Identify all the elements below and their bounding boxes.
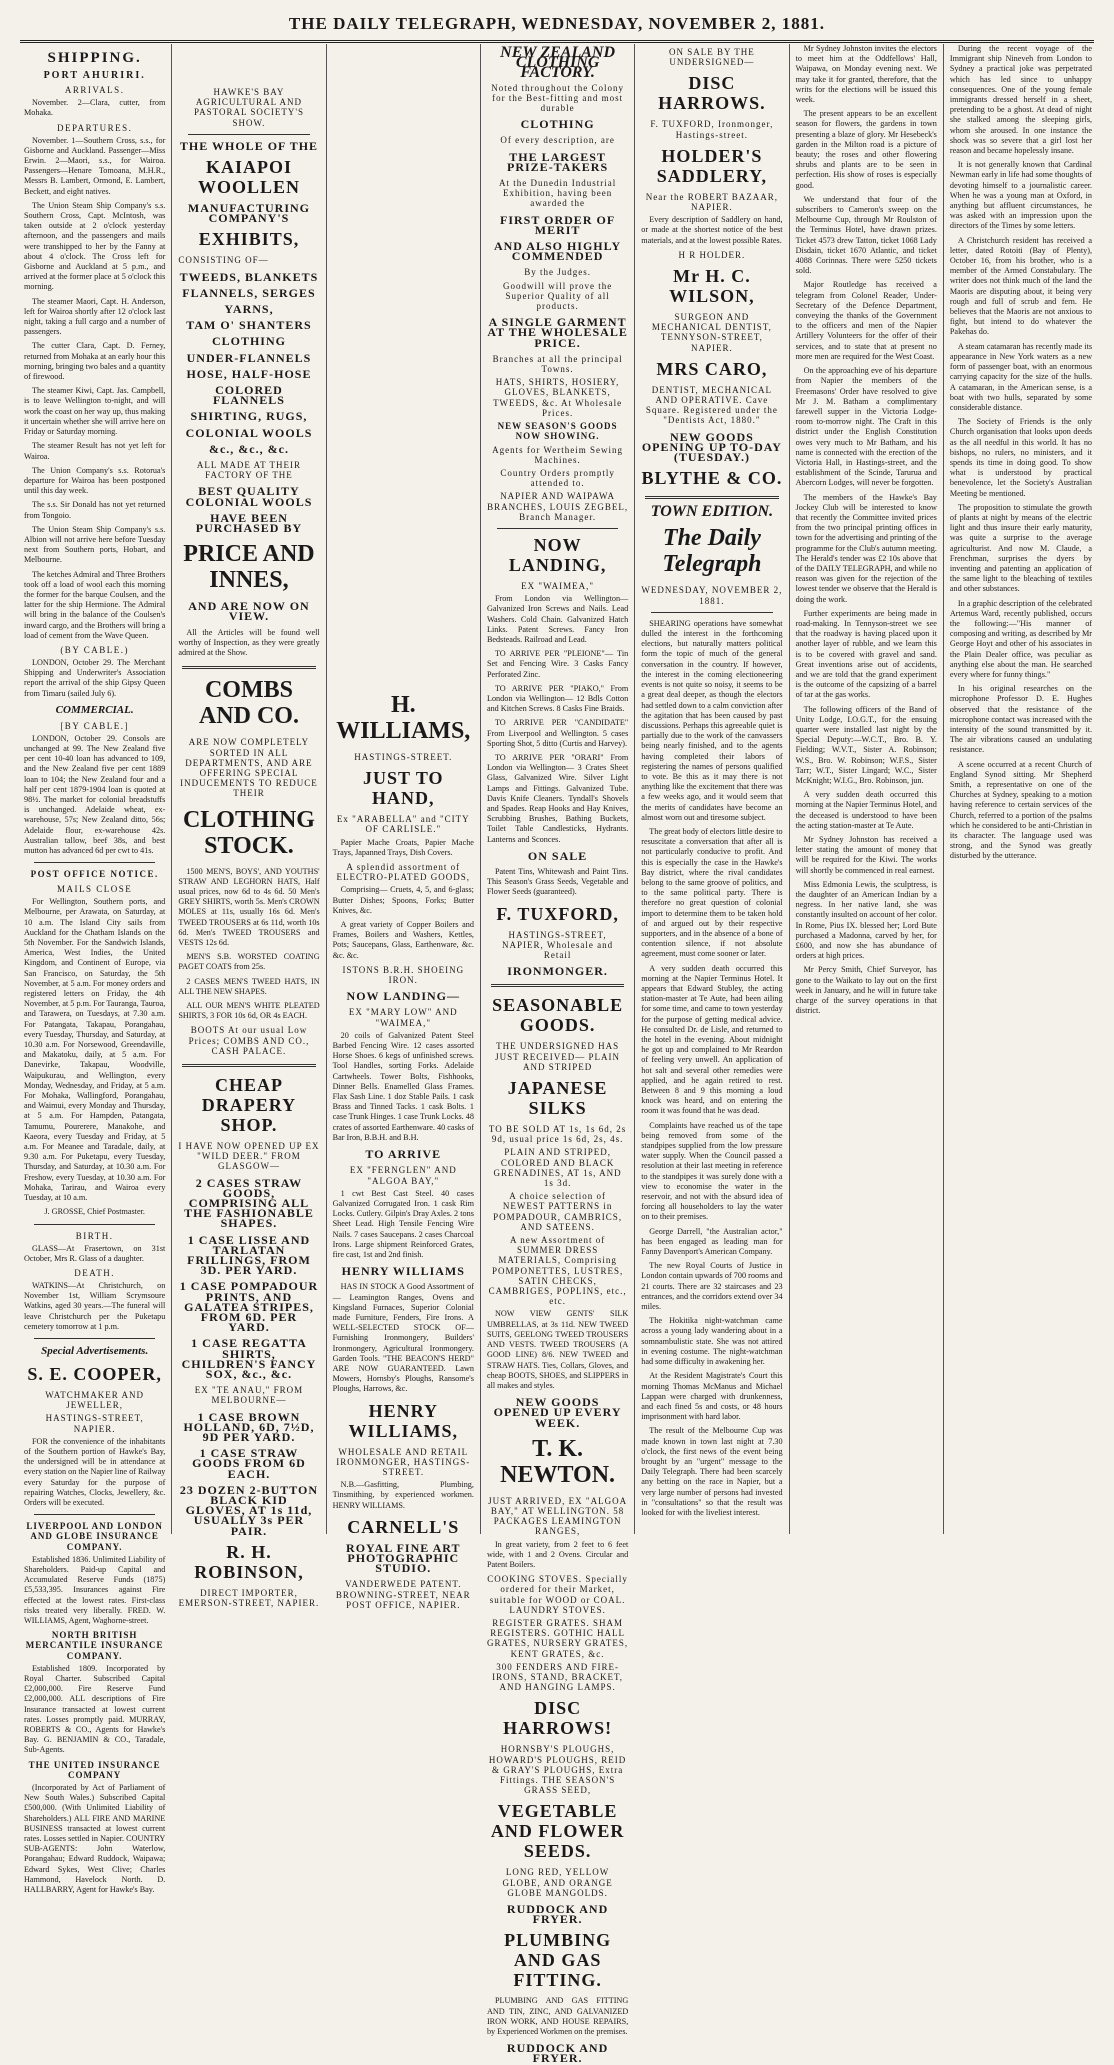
news-para: We understand that four of the subscribers to Cameron's sweep on the Melbourne Cup, through Mr Roulston of the Terminus Hotel, have drawn prizes. Ticket 4573 drew Tatton, ticket 1068 Lady Disdain, ticket 1670 Atlantic, and ticket 4088 Corinnas. There were 5250 tickets sold.: [795, 194, 937, 276]
ex-mary: EX "MARY LOW" AND "WAIMEA,": [348, 1007, 458, 1028]
now-landing-title: NOW LANDING,: [508, 534, 607, 575]
divider: [651, 612, 772, 613]
first-order: FIRST ORDER OF MERIT: [500, 212, 616, 237]
harrows-sub: HORNSBY'S PLOUGHS, HOWARD'S PLOUGHS, REID & GRAY'S PLOUGHS, Extra Fittings. THE SEASON'S GRASS SEED,: [488, 1744, 627, 1796]
divider: [182, 666, 315, 669]
shipping-para-5: The steamer Result has not yet left for Wairoa.: [24, 441, 166, 461]
summer: A new Assortment of SUMMER DRESS MATERIALS, Comprising POMPONETTES, LUSTRES, SATIN CHECKS, CAMBRIGES, POPLINS, etc., etc.: [488, 1235, 627, 1307]
news-para: Mr Sydney Johnston has received a letter stating the amount of money that will be required for the Kiwi. The works will shortly be commenced in real earnest.: [795, 835, 937, 875]
cooper-text: FOR the convenience of the inhabitants of the Southern portion of Hawke's Bay, the undersigned will be in attendance at every station on the Napier line of Railway every Saturday for the purpose of repairing Watches, Clocks, Jewellery, &c. Orders will be executed.: [24, 1436, 166, 1507]
kaiapoi-item: YARNS,: [224, 302, 274, 317]
leader-1: SHEARING operations have somewhat dulled the interest in the forthcoming elections, but naturally matters political form the topic of much of the general conversation in the country. If however, the interest in the coming electioneering events is not quite so noisy, it seems to be a great deal deeper, as though the electors had settled down to a calm conviction after the agitation that has been caused by past discussions. Perhaps this agreeable quiet is partially due to the work of the canvassers being nearly finished, and to the agents having completed their labors of registering the names of persons qualified to vote. Be this as it may there is not anything like the excitement that there was a few weeks ago, and it would seem that the merits of candidates have become an almost worn out and tiresome subject.: [641, 618, 783, 822]
price-innes: PRICE AND INNES,: [183, 541, 315, 594]
divider: [34, 1338, 155, 1339]
clothing: CLOTHING: [520, 117, 595, 132]
wilson-name: Mr H. C. WILSON,: [669, 266, 755, 307]
divider: [34, 862, 155, 863]
news-para: A steam catamaran has recently made its appearance in New York waters as a new form of passenger boat, with an enormous carrying capacity for the size of the hulls. A catamaran, in the American sense, is a boat with two hulls, separated by some considerable distance.: [949, 341, 1093, 412]
now-landing: NOW LANDING—: [346, 989, 461, 1004]
carnell-address: VANDERWEDE PATENT. BROWNING-STREET, NEAR POST OFFICE, NAPIER.: [335, 1579, 471, 1610]
largest-prize-takers: THE LARGEST PRIZE-TAKERS: [507, 149, 609, 174]
by-judges: By the Judges.: [524, 267, 591, 278]
purchased: HAVE BEEN PURCHASED BY: [195, 510, 303, 536]
ex-ferngles: EX "FERNGLEN" AND "ALGOA BAY,": [349, 1165, 457, 1186]
mails-label: MAILS CLOSE: [57, 884, 133, 895]
column-williams: [327, 44, 481, 1610]
robinson-name: R. H. ROBINSON,: [194, 1541, 304, 1582]
shipping-para-6: The Union Company's s.s. Rotorua's departure for Wairoa has been postponed until this day week.: [24, 465, 166, 496]
wilson-sub: SURGEON AND MECHANICAL DENTIST, TENNYSON-STREET, NAPIER.: [651, 312, 772, 353]
henry-williams: HENRY WILLIAMS: [341, 1264, 465, 1279]
caro-sub: DENTIST, MECHANICAL AND OPERATIVE. Cave Square. Registered under the "Dentists Act, 1880.": [645, 384, 778, 426]
leader-6: The new Royal Courts of Justice in London contain upwards of 700 rooms and 21 courts. There are 32 staircases and 23 entrances, and the corridors extend over 34 miles.: [641, 1261, 783, 1312]
williams-nb: N.B.—Gasfitting, Plumbing, Tinsmithing, by experienced workmen. HENRY WILLIAMS.: [332, 1480, 474, 1510]
postoffice-title: POST OFFICE NOTICE.: [30, 869, 159, 880]
holders-sub: Near the ROBERT BAZAAR, NAPIER.: [645, 191, 779, 213]
combs-title: COMBS AND CO.: [198, 677, 299, 730]
ex-candidate: TO ARRIVE PER "CANDIDATE" From Liverpool and Wellington. 5 cases Sporting Shot, 5 ditto (Curtis and Harvey).: [486, 718, 629, 748]
death-text: WATKINS—At Christchurch, on November 1st, William Scrymsoure Watkins, aged 30 years.—The funeral will leave Christchurch per the Puketapu cemetery tomorrow at 1 p.m.: [24, 1280, 166, 1331]
special-ads-label: Special Advertisements.: [41, 1344, 149, 1357]
new-goods-week: NEW GOODS OPENED UP EVERY WEEK.: [493, 1395, 622, 1430]
kaiapoi-item: TAM O' SHANTERS: [186, 318, 312, 333]
divider: [497, 528, 618, 529]
vegetable-seeds: VEGETABLE AND FLOWER SEEDS.: [490, 1801, 625, 1862]
town-edition: TOWN EDITION.: [650, 503, 774, 521]
choice: A choice selection of NEWEST PATTERNS in POMPADOUR, CAMBRICS, AND SATEENS.: [493, 1191, 623, 1232]
combs-boots: BOOTS At our usual Low Prices; COMBS AND CO., CASH PALACE.: [188, 1025, 310, 1056]
news-para: The members of the Hawke's Bay Jockey Club will be interested to know that recently the Committee invited prices from the two principal printing offices in town for the advertising and printing of the programme for the Club's autumn meeting. The Herald's tender was £2 10s above that of the DAILY TELEGRAPH, and while no reason was given for the rejection of the lowest tender we observe that the Herald is doing the work.: [795, 492, 937, 604]
combs-worsted: MEN'S S.B. WORSTED COATING PAGET COATS from 25s.: [178, 952, 320, 972]
column-kaiapoi: [172, 44, 326, 1609]
straw-hoods: 1 CASE STRAW GOODS FROM 6D EACH.: [192, 1446, 306, 1481]
dateline: WEDNESDAY, NOVEMBER 2, 1881.: [641, 585, 783, 606]
manufacturing: MANUFACTURING COMPANY'S: [187, 201, 311, 226]
waimea-items: From London via Wellington— Galvanized Iron Screws and Nails. Lead Washers. Cold Chain. Galvanized Hatch Links. Patent Screws. Fancy Iron Bedsteads. Railroad and Lead.: [486, 594, 629, 644]
arrivals-label: ARRIVALS.: [64, 85, 125, 96]
tuxford-2: F. TUXFORD, Ironmonger, Hastings-street.: [650, 119, 774, 140]
kaiapoi-title: KAIAPOI WOOLLEN: [197, 157, 300, 198]
cooper-trade: WATCHMAKER AND JEWELLER,: [45, 1389, 145, 1411]
kaiapoi-item: &c., &c., &c.: [208, 441, 289, 456]
news-para: It is not generally known that Cardinal Newman early in life had some thoughts of devoting himself to a journalistic career. When he was a young man at Oxford, in anything but affluent circumstances, he was asked with an impression upon the directors of the Times by some letters.: [949, 160, 1093, 231]
news-para: Major Routledge has received a telegram from Colonel Reader, Under-Secretary of the Defence Department, conveying the thanks of the Government to the officers and men of the Napier Artillery Volunteers for the offer of their services, and to state that at present no more men are required for the West Coast.: [795, 280, 937, 361]
hats-hosiery: HATS, SHIRTS, HOSIERY, GLOVES, BLANKETS, TWEEDS, &c. At Wholesale Prices.: [493, 377, 623, 418]
shipping-para-7: The s.s. Sir Donald has not yet returned from Tongoio.: [24, 500, 166, 520]
news-para: A very sudden death occurred this morning at the Napier Terminus Hotel, and the deceased is understood to have been the acting station-master at Te Aute.: [795, 790, 937, 830]
mails-text: For Wellington, Southern ports, and Melbourne, per Arawata, on Saturday, at 10 a.m. The Island City sails from Auckland for the Chatham Islands on the 5th November. For the Sandwich Islands, America, West Indies, the United Kingdom, and Continent of Europe, via San Francisco, on Saturday, the 5th November, at 5 a.m. For money orders and registered letters on Friday, the 4th November, at 5 p.m. For Tauranga, Tauroa, and Tarawera, on Tuesdays, at 7.30 a.m. For Patangata, Takapau, Porangahau, every Tuesday, Thursday, and Saturday, at 10.30 a.m. For Norsewood, Greendaville, and Makatoku, daily, at 5 a.m. For Danevirke, Takapau, Woodville, Waipukurau, and Wellington, every Monday, Wednesday, and Friday, at 5 a.m. For Mohaka, Wallingford, Porangahau, and Waimui, every Monday and Thursday, at 5 a.m. For Hampden, Patangata, Tamumu, Pourerere, Manakohe, and Kaeora, every Tuesday and Friday, at 5 a.m. For Meanee and Taradale, daily, at 9.30 a.m. For Puketapu, every Tuesday, Thursday, and Saturday, at 10.30 a.m. For Freshow, every Tuesday, at 10.30 a.m. For Mohaka, Tarirau, and Wairoa every Tuesday, at 10 a.m.: [24, 897, 166, 1203]
on-sale-undersigned: ON SALE BY THE UNDERSIGNED—: [669, 47, 755, 68]
divider: [188, 134, 309, 135]
news-para: During the recent voyage of the Immigrant ship Nineveh from London to Sydney a practical joke was perpetrated which has led since to unhappy consequences. One of the young female immigrants dressed herself in a sheet, pretending to be a ghost. At dead of night she stalked among the sleeping girls, whom she aroused. In one instance the shock was so severe that a girl lost her reason and became hopelessly insane.: [949, 44, 1093, 156]
lisse: 1 CASE LISSE AND TARLATAN FRILLINGS, FROM 3D. PER YARD.: [187, 1232, 311, 1278]
divider: [645, 496, 778, 499]
departures-text: November. 1—Southern Cross, s.s., for Gisborne and Auckland. Passenger—Miss Erwin. 2—Maori, s.s., for Wairoa. Passengers—Henare Tomoana, M.H.R., Messrs B. Lambert, Ormond, E. Lambert, Beckett, and eight natives.: [24, 135, 166, 196]
best-quality: BEST QUALITY COLONIAL WOOLS: [185, 484, 313, 509]
commercial-title: COMMERCIAL.: [55, 703, 134, 716]
on-view: AND ARE NOW ON VIEW.: [188, 599, 310, 624]
exhibits: EXHIBITS,: [198, 229, 300, 250]
shipping-para-8: The Union Steam Ship Company's s.s. Albion will not arrive here before Tuesday next from Southern ports, Hobart, and Melbourne.: [24, 524, 166, 565]
column-news-2: [944, 44, 1098, 1534]
column-news-1: [790, 44, 944, 1534]
birth-label: BIRTH.: [75, 1230, 114, 1241]
to-arrive: TO ARRIVE: [365, 1147, 442, 1162]
just-to-hand: JUST TO HAND,: [363, 768, 444, 809]
combs-cases-hats: 2 CASES MEN'S TWEED HATS, IN ALL THE NEW SHAPES.: [178, 976, 320, 996]
kaiapoi-item: COLORED FLANNELS: [212, 383, 285, 408]
cable-label-1: (BY CABLE.): [60, 644, 129, 655]
straw-goods: 2 CASES STRAW GOODS, COMPRISING ALL THE FASHIONABLE SHAPES.: [184, 1175, 314, 1231]
kaiapoi-item: TWEEDS, BLANKETS: [179, 269, 319, 284]
plumbing-title: PLUMBING AND GAS FITTING.: [504, 1930, 612, 1991]
column-town-edition: [635, 44, 789, 1534]
leader-5: George Darrell, "the Australian actor," has been engaged as leading man for Fanny Davenport's American Company.: [641, 1226, 783, 1257]
northbritish-title: NORTH BRITISH MERCANTILE INSURANCE COMPANY.: [25, 1630, 164, 1661]
branches: Branches at all the principal Towns.: [492, 353, 623, 375]
williams-wholesale: WHOLESALE AND RETAIL IRONMONGER, HASTINGS-STREET.: [336, 1446, 471, 1477]
kaiapoi-item: UNDER-FLANNELS: [186, 350, 312, 365]
arabella-items: Papier Mache Croats, Papier Mache Trays, Japanned Trays, Dish Covers.: [332, 837, 474, 857]
noted: Noted throughout the Colony for the Best-fitting and most durable: [491, 82, 624, 114]
holder-name: H R HOLDER.: [678, 249, 746, 260]
news-para: The present appears to be an excellent season for flowers, the gardens in town presenting a blaze of glory. Mr Hesebeck's garden in the Milton road is a picture of beauty; the roses and other flowering shrubs and plants are to be seen in perfection. His show of roses is especially good.: [795, 109, 937, 190]
shipping-para-2: The steamer Maori, Capt. H. Anderson, left for Wairoa shortly after 12 o'clock last night, taking a full cargo and a number of passengers.: [24, 296, 166, 337]
ex-piako: TO ARRIVE PER "PIAKO," From London via Wellington— 12 Bdls Cotton and Kitchen Screws. 8 Casks Fine Braids.: [486, 683, 629, 714]
register-grates: REGISTER GRATES. SHAM REGISTERS. GOTHIC HALL GRATES, NURSERY GRATES, KENT GRATES, &c.: [487, 1617, 629, 1659]
shipping-para-1: The Union Steam Ship Company's s.s. Southern Cross, Capt. McIntosh, was taken outside at 2 o'clock yesterday afternoon, and the passengers and mails were transhipped to her by the Fanny at about 4 o'clock. The Cross left for Gisborne and Auckland at 5 p.m., and arrived at the former place at 5 o'clock this morning.: [24, 200, 166, 292]
consisting: CONSISTING OF—: [178, 255, 269, 266]
leader-3: A very sudden death occurred this morning at the Napier Terminus Hotel. It appears that Edward Stubley, the acting station-master at Te Aute, had been ailing for some time, and came to town yesterday for the purpose of getting medical advice. He consulted Dr. de Lisle, and returned to the hotel in the evening. About midnight he got up and complained to Mr Reardon of feeling very unwell. An application of hot salt and several other remedies were applied, and he again retired to rest. Between 8 and 9 this morning a loud knock was heard, and on entering the room it was found that he was dead.: [641, 963, 783, 1116]
column-clothing-factory: [481, 44, 635, 2065]
agents: Agents for Wertheim Sewing Machines.: [492, 444, 624, 465]
ex-orari: TO ARRIVE PER "ORARI" From London via Wellington— 3 Crates Sheet Glass, Galvanized Wire. Silver Light Lamps and Fittings. Galvanized Tube. Davis Knife Cleaners. Tyndall's Shovels and Spades. Reap Hooks and Hay Knives, Scrubbing Brushes, Bathing Buckets, Toilet Table Candlesticks, Hydrants. Lanterns and Sconces.: [486, 752, 629, 844]
seasonable-goods: SEASONABLE GOODS.: [492, 995, 624, 1036]
plumbing-text: PLUMBING AND GAS FITTING AND TIN, ZINC, AND GALVANIZED IRON WORK, AND HOUSE REPAIRS, by Experienced Workmen on the premises.: [486, 1996, 629, 2037]
news-para: Mr Sydney Johnston invites the electors to meet him at the Oddfellows' Hall, Waipawa, on Monday evening next. We may take it for granted, therefore, that the writs for the elections will be issued this week.: [795, 44, 937, 105]
country-orders: Country Orders promptly attended to.: [500, 467, 615, 489]
henry-williams-2: HENRY WILLIAMS,: [348, 1400, 459, 1441]
opened-up: I HAVE NOW OPENED UP EX "WILD DEER." FROM GLASGOW—: [178, 1140, 320, 1172]
received: THE UNDERSIGNED HAS JUST RECEIVED— PLAIN AND STRIPED: [495, 1041, 621, 1072]
williams-title: H. WILLIAMS,: [336, 692, 471, 744]
divider: [182, 1064, 315, 1067]
kaiapoi-item: SHIRTING, RUGS,: [190, 409, 308, 424]
daily-telegraph-title: The Daily Telegraph: [662, 525, 762, 578]
ex-pleione: TO ARRIVE PER "PLEIONE"— Tin Set and Fencing Wire. 3 Casks Fancy Perforated Zinc.: [486, 649, 629, 679]
death-label: DEATH.: [74, 1267, 116, 1278]
fenders: 300 FENDERS AND FIRE-IRONS, STAND, BRACKET, AND HANGING LAMPS.: [492, 1661, 624, 1693]
ruddock-fryer-2: RUDDOCK AND FRYER.: [506, 2041, 609, 2065]
clothing-stock: CLOTHING STOCK.: [182, 806, 315, 859]
disc-harrows-2: DISC HARROWS.: [658, 73, 766, 114]
ironmonger: IRONMONGER.: [507, 964, 608, 979]
news-para: Miss Edmonia Lewis, the sculptress, is the daughter of an American Indian by a negress. In her native land, she was constantly insulted on account of her color. In Rome, Pius IX. blessed her; Lord Bute purchased a Madonna, carved by her, for £600, and now she has abundance of orders at high prices.: [795, 879, 937, 961]
news-para: A scene occurred at a recent Church of England Synod sitting. Mr Shepherd Smith, a representative on one of the Churches at Sydney, speaking to a motion having reference to certain services of the Church, referred to a portion of the psalms which he considered to be anti-Christian in its character. The language used was strong, and the Synod was greatly disturbed by the utterance.: [949, 759, 1093, 861]
liverpool-title: LIVERPOOL AND LONDON AND GLOBE INSURANCE COMPANY.: [26, 1521, 163, 1552]
news-para: The proposition to stimulate the growth of plants at night by means of the electric light and thus insure their early maturity, was quite a surprise to the average agriculturist. And now M. Claude, a Frenchman, surprises the dyers by inventing and patenting an application of the same light to the bleaching of textiles and other substances.: [949, 502, 1093, 594]
pompadour: 1 CASE POMPADOUR PRINTS, AND GALATEA STRIPES, FROM 6D. PER YARD.: [179, 1279, 319, 1335]
carnell-title: CARNELL'S: [347, 1516, 460, 1537]
all-made: ALL MADE AT THEIR FACTORY OF THE: [196, 460, 302, 481]
birth-text: GLASS—At Frasertown, on 31st October, Mrs R. Glass of a daughter.: [24, 1243, 166, 1263]
cable-label-2: [BY CABLE.]: [60, 720, 129, 731]
mangolds: LONG RED, YELLOW GLOBE, AND ORANGE GLOBE MANGOLDS.: [502, 1867, 613, 1898]
on-sale: ON SALE: [527, 848, 588, 863]
cable-text-1: LONDON, October 29. The Merchant Shipping and Underwriter's Association report the arrival of the ship Gipsy Queen from Timaru (sailed July 6).: [24, 657, 166, 698]
holland: 1 CASE BROWN HOLLAND, 6D, 7½D, 9D PER YARD.: [183, 1409, 315, 1445]
news-para: In a graphic description of the celebrated Artemus Ward, recently published, occurs the following:—"His manner of composing and writing, as described by Mr George Hoyt and other of his associates in the Plain Dealer office, was peculiar as anything else about the man. He searched every where for funny things.": [949, 598, 1093, 679]
caro-name: MRS CARO,: [656, 358, 768, 379]
every-description: Of every description, are: [500, 135, 615, 146]
tuxford-address: HASTINGS-STREET, NAPIER, Wholesale and Retail: [502, 929, 614, 961]
articles-text: All the Articles will be found well worthy of Inspection, as they were greatly admired at the Show.: [178, 627, 320, 658]
cheap-drapery-title: CHEAP DRAPERY SHOP.: [201, 1074, 297, 1135]
holders-text: Every description of Saddlery on hand, or made at the shortest notice of the best materials, and at the lowest possible Rates.: [641, 215, 783, 245]
nz-clothing-title: NEW ZEALAND CLOTHING FACTORY.: [500, 44, 616, 82]
japanese-sub: TO BE SOLD AT 1s, 1s 6d, 2s 9d, usual price 1s 6d, 2s, 4s.: [488, 1124, 627, 1145]
now-view: NOW VIEW GENTS' SILK UMBRELLAS, at 3s 11d. NEW TWEED SUITS, GEELONG TWEED TROUSERS AND VESTS. TWEED TROUSERS (A GOOD LINE) 8/6. NEW TWEED and STRAW HATS. Ties, Collars, Gloves, and cheap BOOTS, SHOES, and SLIPPERS in all makes and styles.: [486, 1309, 629, 1390]
news-para: A Christchurch resident has received a letter, dated Rotoiti (Bay of Plenty), October 16, from his brother, who is a member of the Armed Constabulary. The writer does not think much of the land the Maoris are disputing about, it being very rough and full of scrub and fern. He believes that the Maoris are not anxious to fight, but intend to do whatever the Pakehas do.: [949, 235, 1093, 337]
news-para: In his original researches on the microphone Professor D. E. Hughes observed that the resistance of the microphone contact was increased with the intensity of the sound transmitted by it. The air vibrations caused an undulating resistance.: [949, 684, 1093, 755]
te-anau: EX "TE ANAU," FROM MELBOURNE—: [194, 1385, 304, 1406]
grenadines: PLAIN AND STRIPED, COLORED AND BLACK GRENADINES, AT 1s, AND 1s 3d.: [493, 1147, 622, 1189]
masthead: THE DAILY TELEGRAPH, WEDNESDAY, NOVEMBER 2, 1881.: [20, 14, 1094, 43]
ruddock-fryer: RUDDOCK AND FRYER.: [506, 1902, 609, 1927]
istons: ISTONS B.R.H. SHOEING IRON.: [342, 964, 465, 986]
leader-4: Complaints have reached us of the tape being removed from some of the standpipes supplied from the low pressure water supply. When the Council passed a resolution at their last meeting in reference to the standpipes it was surely done with a view to economise the water in the reservoir, and not with the absurd idea of forcing all householders to lay the water on to their premises.: [641, 1120, 783, 1222]
williams-address: HASTINGS-STREET.: [354, 752, 453, 762]
shipping-para-4: The steamer Kiwi, Capt. Jas. Campbell, is to leave Wellington to-night, and will work the coast on her way up, thus making it uncertain whether she will arrive here on Friday or Saturday morning.: [24, 386, 166, 437]
leader-7: The Hokitika night-watchman came across a young lady wandering about in a somnambulistic state. She was not attired in evening costume. The night-watchman had some difficulty in awakening her.: [641, 1316, 783, 1367]
shipping-para-9: The ketches Admiral and Three Brothers took off a load of wool each this morning the former for the barque Coulsen, and the latter for the ship Hermione. The Admiral will bring in the balance of the Coulsen's inward cargo, and the Brothers will bring a load of cement from the Wave Queen.: [24, 569, 166, 640]
kaiapoi-item: FLANNELS, SERGES: [182, 285, 316, 300]
comprising: Comprising— Cruets, 4, 5, and 6-glass; Butter Dishes; Spoons, Forks; Butter Knives, &c.: [332, 885, 474, 915]
kaiapoi-item: COLONIAL WOOLS: [185, 425, 313, 440]
combs-sub: ARE NOW COMPLETELY SORTED IN ALL DEPARTMENTS, AND ARE OFFERING SPECIAL INDUCEMENTS TO REDUCE THEIR: [180, 737, 318, 799]
new-goods: NEW GOODS OPENING UP TO-DAY (TUESDAY.): [641, 429, 782, 465]
liverpool-text: Established 1836. Unlimited Liability of Shareholders. Paid-up Capital and Accumulated Reserve Funds (1875) £5,533,395. Insurances against Fire effected at the lowest rates. First-class risks treated very liberally. FRED. W. WILLIAMS, Agent, Waghorne-street.: [24, 1554, 166, 1625]
goodwill: Goodwill will prove the Superior Quality of all products.: [502, 280, 613, 312]
leader-2: The great body of electors little desire to resuscitate a conversation that after all is not particularly conducive to profit. And this is especially the case in the Hawke's Bay district, where the rival candidates belong to the same groove of politics, and to the same political party. There is therefore no great question of colonial import to determine them to be taken hold of and argued out by their respective supporters, and in the absence of a bone of contention silence, if not absolute agreement, must come sooner or later.: [641, 826, 783, 959]
news-para: On the approaching eve of his departure from Napier the members of the Freemasons' Order have resolved to give Mr J. M. Batham a complimentary farewell supper in the Victoria Lodge-room to-morrow night. The Craft in this district under the English Constitution owes very much to Mr Batham, and his name is connected with the erection of the Victoria Hall, in Hastings-street, and the establishment of the Scinde, Tarurua and Abercorn Lodges, will never be forgotten.: [795, 366, 937, 488]
new-season-showing: NEW SEASON'S GOODS NOW SHOWING.: [497, 421, 618, 442]
cooking-stoves: COOKING STOVES. Specially ordered for their Market, suitable for WOOD or COAL. LAUNDRY STOVES.: [487, 1574, 628, 1615]
united-title: THE UNITED INSURANCE COMPANY: [28, 1759, 161, 1780]
commercial-text: LONDON, October 29. Consols are unchanged at 99. The New Zealand five per cent 10-40 loan has advanced to 109, and the New Zealand five per cent 1889 loan to 104; the New Zealand four and a half per cent 1879-1904 loan is quoted at 98½. The market for colonial breadstuffs is unchanged. Adelaide wheat, ex-warehouse, 57s; New Zealand ditto, 56s; Adelaide flour, ex-warehouse 42s. Australian tallow, beef 38s, and best mutton has advanced 6d per cwt to 41s.: [24, 733, 166, 855]
kid-gloves: 23 DOZEN 2-BUTTON BLACK KID GLOVES, AT 1s 11d, USUALLY 3s PER PAIR.: [179, 1482, 319, 1538]
ex-waimea: EX "WAIMEA,": [521, 580, 595, 591]
disc-harrows: DISC HARROWS!: [503, 1698, 613, 1739]
united-text: (Incorporated by Act of Parliament of New South Wales.) Subscribed Capital £500,000. (With Unlimited Liability of Shareholders.) ALL FIRE AND MARINE BUSINESS transacted at lowest current rates. Losses settled in Napier. COUNTRY SUB-AGENTS: John Waterlow, Porangahau; Edward Ruddock, Waipawa; Edward Sykes, West Clive; Charles Hammond, Havelock North. D. HALLBARRY, Agent for Hawke's Bay.: [24, 1783, 166, 1895]
leader-8: At the Resident Magistrate's Court this morning Thomas McManus and Michael Lappan were charged with drunkenness, and each fined 5s and costs, or 48 hours imprisonment with hard labor.: [641, 1371, 783, 1422]
splendid: A splendid assortment of ELECTRO-PLATED GOODS,: [336, 862, 471, 883]
ranges-sub: In great variety, from 2 feet to 6 feet wide, with 1 and 2 Ovens. Circular and Patent Boilers.: [486, 1539, 629, 1569]
combs-hats: 1500 MEN'S, BOYS', AND YOUTHS' STRAW AND LEGHORN HATS, Half usual prices, now 6d to 4s 6d. 50 Men's GREY SHIRTS, worth 5s. Men's CROWN MOLES at 11s, usually 16s 6d. Men's TWEED TROUSERS at 6s 11d, worth 10s 6d. Men's TWEED TROUSERS and VESTS 12s 6d.: [178, 866, 320, 947]
regatta: 1 CASE REGATTA SHIRTS, CHILDREN'S FANCY SOX, &c., &c.: [181, 1336, 317, 1382]
news-para: The following officers of the Band of Unity Lodge, I.O.G.T., for the ensuing quarter were installed last night by the Special Deputy:—W.C.T., Bro. B. Y. Fielding; W.V.T., Sister A. Robinson; W.S., Bro. W. Robinson; W.F.S., Sister Tarr; W.T., Sister Lingard; W.C., Sister McKnight; W.I.G., Bro. Robinson, jun.: [795, 704, 937, 786]
japanese-silks: JAPANESE SILKS: [507, 1078, 608, 1119]
divider: [34, 1224, 155, 1225]
departures-label: DEPARTURES.: [56, 122, 133, 133]
divider: [491, 984, 624, 987]
arrivals-text: November. 2—Clara, cutter, from Mohaka.: [24, 98, 166, 118]
blythe: BLYTHE & CO.: [641, 468, 783, 489]
tuxford-name: F. TUXFORD,: [496, 903, 619, 924]
port-title: PORT AHURIRI.: [43, 70, 146, 81]
cooper-name: S. E. COOPER,: [27, 1363, 162, 1384]
robinson-sub: DIRECT IMPORTER, EMERSON-STREET, NAPIER.: [178, 1587, 320, 1609]
shipping-title: SHIPPING.: [47, 50, 142, 66]
just-arrived: JUST ARRIVED, EX "ALGOA BAY," AT WELLINGTON. 58 PACKAGES LEAMINGTON RANGES,: [488, 1495, 628, 1537]
combs-white-shirts: ALL OUR MEN'S WHITE PLEATED SHIRTS, 3 FOR 10s 6d, OR 4s EACH.: [178, 1000, 320, 1021]
has-in-stock: HAS IN STOCK A Good Assortment of— Leamington Ranges, Ovens and Kingsland Furnaces, Superior Colonial made Furniture, Fenders, Fire Irons. A WELL-SELECTED STOCK OF— Furnishing Ironmongery, Builders' Ironmongery, Agricultural Ironmongery. Garden Tools. "THE BEACON'S HERD" ARE NOW GUARANTEED. Lawn Mowers, Hornsby's Ploughs, Ransome's Ploughs, Harrows, &c.: [332, 1282, 474, 1394]
kaiapoi-item: CLOTHING: [211, 334, 286, 349]
cooper-address: HASTINGS-STREET, NAPIER.: [45, 1413, 144, 1434]
divider: [34, 1514, 155, 1515]
mary-items: 20 coils of Galvanized Patent Steel Barbed Fencing Wire. 12 cases assorted Horse Shoes. 6 kegs of unfinished screws. Tool Handles, sorting Forks. Adelaide Cartwheels. Tower Bolts, Fishhooks, Dinner Bells. Enamelled Glass Frames. Flax Sash Line. 1 doz Stable Pails. 1 cask Brass and Tinned Tacks. 1 cask Bolts. 1 case Trunk Hinges. 1 case Trunk Locks. 48 crates of assorted Earthenware. 40 casks of Bar Iron, B.B.H. and B.H.: [332, 1030, 474, 1142]
napier-branch: NAPIER AND WAIPAWA BRANCHES, LOUIS ZEGBEL, Branch Manager.: [487, 491, 629, 522]
postmaster: J. GROSSE, Chief Postmaster.: [44, 1207, 145, 1217]
dunedin: At the Dunedin Industrial Exhibition, having been awarded the: [498, 178, 617, 209]
news-para: The Society of Friends is the only Church organisation that looks upon deeds as the all needful in this world. It has no bishops, no rulers, no ministers, and it spends its time in doing good. To show what is understood by practical benevolence, let the Society's Australian Meeting be mentioned.: [949, 417, 1093, 498]
ex-arabella: Ex "ARABELLA" and "CITY OF CARLISLE.": [336, 814, 470, 835]
holders-saddlery: HOLDER'S SADDLERY,: [656, 145, 768, 186]
carnell-sub: ROYAL FINE ART PHOTOGRAPHIC STUDIO.: [346, 1540, 461, 1576]
news-para: Further experiments are being made in road-making. In Tennyson-street we see that the roadway is having placed upon it another layer of rubble, and we learn this is to be covered with gravel and sand. Great inventions arise out of accidents, and we are told that the grand experiment is the outcome of the capsizing of a barrel of tar at the gas works.: [795, 608, 937, 700]
northbritish-text: Established 1809. Incorporated by Royal Charter. Subscribed Capital £2,000,000. Fire Reserve Fund £2,000,000. ALL descriptions of Fire Insurance transacted at lowest current rates. Losses promptly paid. MURRAY, ROBERTS & CO., Agents for Hawke's Bay. G. BENJAMIN & CO., Taradale, Sub-Agents.: [24, 1663, 166, 1755]
kaiapoi-item: HOSE, HALF-HOSE: [186, 366, 312, 381]
news-para: Mr Percy Smith, Chief Surveyor, has gone to the Waikato to lay out on the first week in January, and he will in future take charge of the survey operations in that district.: [795, 965, 937, 1016]
column-shipping: [18, 44, 172, 1895]
variety: A great variety of Copper Boilers and Frames, Boilers and Washers, Kettles, Pots; Saucepans, Glass, Earthenware, &c. &c. &c.: [332, 920, 474, 960]
leader-9: The result of the Melbourne Cup was made known in town last night at 7.30 o'clock, the first news of the event being brought by an "urgent" message to the Daily Telegraph. There had been scarcely any betting on the race in Napier, but a very large number of persons had invested in "consultations" so that the result was looked for with the liveliest interest.: [641, 1426, 783, 1517]
highly-commended: AND ALSO HIGHLY COMMENDED: [493, 239, 622, 264]
columns: [18, 44, 1098, 2065]
on-sale-text: Patent Tins, Whitewash and Paint Tins. This Season's Grass Seeds, Vegetable and Flower Seeds (guaranteed).: [486, 867, 629, 897]
single-garment: A SINGLE GARMENT AT THE WHOLESALE PRICE.: [487, 315, 628, 350]
shipping-para-3: The cutter Clara, Capt. D. Ferney, returned from Mohaka at an early hour this morning, bringing two bales and a quantity of firewood.: [24, 341, 166, 382]
show-title: HAWKE'S BAY AGRICULTURAL AND PASTORAL SOCIETY'S SHOW.: [193, 87, 304, 128]
whole-of: THE WHOLE OF THE: [179, 138, 319, 153]
newton: T. K. NEWTON.: [500, 1435, 616, 1488]
ferngles-items: 1 cwt Best Cast Steel. 40 cases Galvanized Corrugated Iron. 1 cask Rim Locks. Cutlery. Gilpin's Dray Axles. 2 tons Sheet Lead. High Tensile Fencing Wire Nails. 7 cases Saucepans. 2 cases Charcoal Irons. Large shipment Reinforced Grates, fire cast, 1st and 2nd finish.: [332, 1188, 474, 1259]
